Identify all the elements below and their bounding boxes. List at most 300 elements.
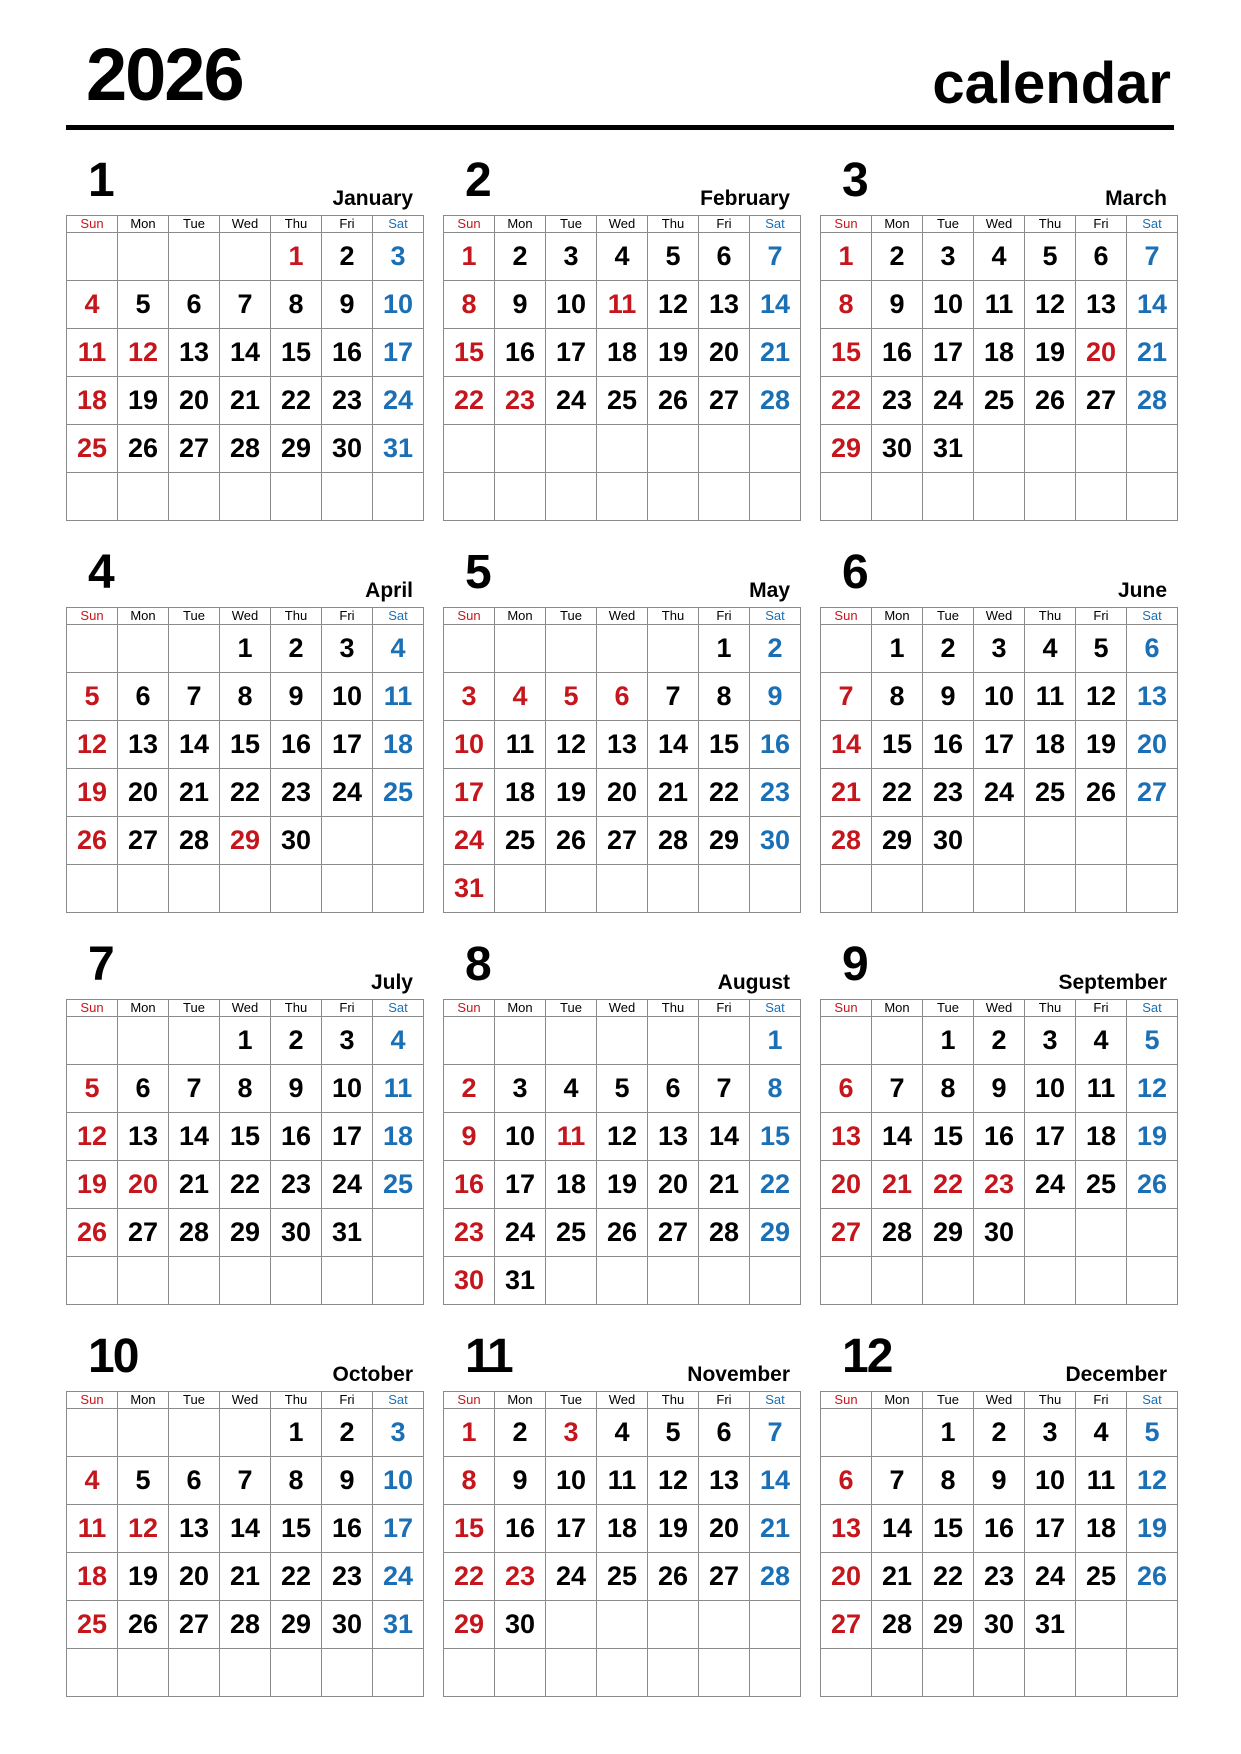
weekday-tue: Tue xyxy=(546,608,597,625)
day-cell: 14 xyxy=(648,721,699,769)
day-cell: 24 xyxy=(444,817,495,865)
day-cell: 10 xyxy=(322,673,373,721)
weekday-tue: Tue xyxy=(546,216,597,233)
day-cell: 17 xyxy=(495,1161,546,1209)
day-cell: 6 xyxy=(821,1457,872,1505)
empty-cell xyxy=(322,817,373,865)
day-cell: 29 xyxy=(923,1209,974,1257)
day-cell: 9 xyxy=(271,1065,322,1113)
empty-cell xyxy=(67,1017,118,1065)
day-cell: 23 xyxy=(495,1553,546,1601)
week-row xyxy=(67,1505,424,1553)
day-cell: 23 xyxy=(444,1209,495,1257)
day-cell: 1 xyxy=(923,1017,974,1065)
empty-cell xyxy=(750,865,801,913)
day-cell: 26 xyxy=(597,1209,648,1257)
week-row xyxy=(821,377,1178,425)
month-name: April xyxy=(365,579,413,602)
day-cell: 4 xyxy=(597,233,648,281)
day-cell: 29 xyxy=(271,425,322,473)
day-cell: 3 xyxy=(546,1409,597,1457)
day-cell: 14 xyxy=(699,1113,750,1161)
day-cell: 2 xyxy=(974,1409,1025,1457)
empty-cell xyxy=(495,1017,546,1065)
weekday-mon: Mon xyxy=(872,1392,923,1409)
weekday-sun: Sun xyxy=(67,216,118,233)
day-cell: 13 xyxy=(648,1113,699,1161)
empty-cell xyxy=(322,473,373,521)
month-grid xyxy=(443,607,801,913)
day-cell: 21 xyxy=(169,1161,220,1209)
day-cell: 3 xyxy=(373,1409,424,1457)
day-cell: 19 xyxy=(648,329,699,377)
empty-cell xyxy=(1076,425,1127,473)
day-cell: 24 xyxy=(495,1209,546,1257)
weekday-thu: Thu xyxy=(271,1392,322,1409)
day-cell: 21 xyxy=(750,329,801,377)
day-cell: 10 xyxy=(1025,1065,1076,1113)
day-cell: 15 xyxy=(821,329,872,377)
week-row xyxy=(821,625,1178,673)
day-cell: 5 xyxy=(67,1065,118,1113)
empty-cell xyxy=(923,1649,974,1697)
weekday-header-row xyxy=(821,216,1178,233)
calendar-label: calendar xyxy=(932,51,1171,116)
day-cell: 11 xyxy=(1025,673,1076,721)
empty-cell xyxy=(373,473,424,521)
day-cell: 19 xyxy=(597,1161,648,1209)
day-cell: 8 xyxy=(220,1065,271,1113)
empty-cell xyxy=(67,625,118,673)
day-cell: 8 xyxy=(271,281,322,329)
day-cell: 16 xyxy=(444,1161,495,1209)
day-cell: 1 xyxy=(923,1409,974,1457)
weekday-tue: Tue xyxy=(169,608,220,625)
weekday-sat: Sat xyxy=(1127,1000,1178,1017)
day-cell: 21 xyxy=(220,1553,271,1601)
day-cell: 5 xyxy=(648,1409,699,1457)
day-cell: 8 xyxy=(923,1065,974,1113)
day-cell: 16 xyxy=(923,721,974,769)
empty-cell xyxy=(67,1409,118,1457)
day-cell: 29 xyxy=(220,1209,271,1257)
day-cell: 13 xyxy=(1076,281,1127,329)
month-name: December xyxy=(1065,1363,1167,1386)
weekday-sun: Sun xyxy=(821,1392,872,1409)
empty-cell xyxy=(322,1649,373,1697)
week-row xyxy=(821,865,1178,913)
weekday-header-row xyxy=(821,1000,1178,1017)
day-cell: 4 xyxy=(1025,625,1076,673)
month-grid xyxy=(820,215,1178,521)
day-cell: 1 xyxy=(271,233,322,281)
day-cell: 21 xyxy=(821,769,872,817)
empty-cell xyxy=(1127,425,1178,473)
weekday-mon: Mon xyxy=(495,608,546,625)
day-cell: 2 xyxy=(322,1409,373,1457)
weekday-wed: Wed xyxy=(597,216,648,233)
day-cell: 9 xyxy=(444,1113,495,1161)
weekday-fri: Fri xyxy=(1076,608,1127,625)
day-cell: 11 xyxy=(1076,1457,1127,1505)
weekday-wed: Wed xyxy=(220,216,271,233)
day-cell: 12 xyxy=(546,721,597,769)
day-cell: 14 xyxy=(169,721,220,769)
empty-cell xyxy=(118,1257,169,1305)
day-cell: 8 xyxy=(271,1457,322,1505)
day-cell: 30 xyxy=(495,1601,546,1649)
empty-cell xyxy=(750,1601,801,1649)
day-cell: 20 xyxy=(1127,721,1178,769)
empty-cell xyxy=(1076,473,1127,521)
empty-cell xyxy=(67,233,118,281)
day-cell: 25 xyxy=(1076,1161,1127,1209)
week-row xyxy=(444,425,801,473)
month-number: 1 xyxy=(88,154,113,207)
day-cell: 17 xyxy=(322,1113,373,1161)
weekday-sat: Sat xyxy=(750,608,801,625)
day-cell: 16 xyxy=(271,721,322,769)
day-cell: 21 xyxy=(750,1505,801,1553)
day-cell: 13 xyxy=(118,721,169,769)
day-cell: 12 xyxy=(597,1113,648,1161)
empty-cell xyxy=(974,473,1025,521)
week-row xyxy=(444,473,801,521)
day-cell: 17 xyxy=(1025,1113,1076,1161)
day-cell: 17 xyxy=(923,329,974,377)
weekday-mon: Mon xyxy=(118,216,169,233)
day-cell: 26 xyxy=(118,425,169,473)
day-cell: 30 xyxy=(974,1209,1025,1257)
day-cell: 19 xyxy=(1127,1505,1178,1553)
day-cell: 3 xyxy=(444,673,495,721)
weekday-wed: Wed xyxy=(220,1000,271,1017)
week-row xyxy=(67,1017,424,1065)
day-cell: 13 xyxy=(821,1505,872,1553)
day-cell: 24 xyxy=(373,377,424,425)
day-cell: 19 xyxy=(118,1553,169,1601)
day-cell: 22 xyxy=(271,377,322,425)
empty-cell xyxy=(1076,1209,1127,1257)
week-row xyxy=(444,865,801,913)
week-row xyxy=(67,1601,424,1649)
week-row xyxy=(444,1065,801,1113)
empty-cell xyxy=(1127,1601,1178,1649)
day-cell: 9 xyxy=(322,281,373,329)
day-cell: 10 xyxy=(923,281,974,329)
week-row xyxy=(444,329,801,377)
day-cell: 16 xyxy=(974,1505,1025,1553)
day-cell: 13 xyxy=(169,329,220,377)
week-row xyxy=(821,1505,1178,1553)
day-cell: 20 xyxy=(118,1161,169,1209)
day-cell: 6 xyxy=(1076,233,1127,281)
day-cell: 19 xyxy=(1025,329,1076,377)
empty-cell xyxy=(271,1649,322,1697)
empty-cell xyxy=(648,1601,699,1649)
day-cell: 7 xyxy=(821,673,872,721)
day-cell: 22 xyxy=(872,769,923,817)
week-row xyxy=(821,473,1178,521)
day-cell: 20 xyxy=(169,377,220,425)
day-cell: 9 xyxy=(872,281,923,329)
empty-cell xyxy=(169,473,220,521)
day-cell: 18 xyxy=(67,377,118,425)
day-cell: 13 xyxy=(699,281,750,329)
day-cell: 2 xyxy=(322,233,373,281)
empty-cell xyxy=(974,1649,1025,1697)
day-cell: 15 xyxy=(923,1505,974,1553)
empty-cell xyxy=(169,625,220,673)
day-cell: 31 xyxy=(495,1257,546,1305)
day-cell: 24 xyxy=(923,377,974,425)
day-cell: 23 xyxy=(271,769,322,817)
weekday-thu: Thu xyxy=(648,608,699,625)
month-grid xyxy=(820,1391,1178,1697)
day-cell: 18 xyxy=(495,769,546,817)
weekday-mon: Mon xyxy=(872,216,923,233)
empty-cell xyxy=(1025,1257,1076,1305)
day-cell: 24 xyxy=(974,769,1025,817)
day-cell: 9 xyxy=(750,673,801,721)
day-cell: 24 xyxy=(322,1161,373,1209)
day-cell: 4 xyxy=(546,1065,597,1113)
day-cell: 4 xyxy=(67,1457,118,1505)
day-cell: 20 xyxy=(821,1553,872,1601)
weekday-tue: Tue xyxy=(923,608,974,625)
day-cell: 14 xyxy=(750,281,801,329)
day-cell: 12 xyxy=(118,329,169,377)
empty-cell xyxy=(648,1257,699,1305)
day-cell: 23 xyxy=(322,1553,373,1601)
empty-cell xyxy=(444,473,495,521)
empty-cell xyxy=(872,1017,923,1065)
day-cell: 16 xyxy=(322,1505,373,1553)
day-cell: 18 xyxy=(373,1113,424,1161)
empty-cell xyxy=(1127,473,1178,521)
week-row xyxy=(821,1161,1178,1209)
weekday-sun: Sun xyxy=(67,1392,118,1409)
day-cell: 26 xyxy=(648,1553,699,1601)
day-cell: 26 xyxy=(1076,769,1127,817)
empty-cell xyxy=(923,1257,974,1305)
day-cell: 21 xyxy=(220,377,271,425)
month-name: October xyxy=(332,1363,413,1386)
year-title: 2026 xyxy=(86,33,243,116)
empty-cell xyxy=(872,1257,923,1305)
week-row xyxy=(67,377,424,425)
day-cell: 1 xyxy=(699,625,750,673)
weekday-wed: Wed xyxy=(974,1392,1025,1409)
empty-cell xyxy=(546,1649,597,1697)
day-cell: 27 xyxy=(169,425,220,473)
weekday-thu: Thu xyxy=(1025,1392,1076,1409)
empty-cell xyxy=(648,1017,699,1065)
day-cell: 31 xyxy=(923,425,974,473)
day-cell: 5 xyxy=(1076,625,1127,673)
day-cell: 4 xyxy=(495,673,546,721)
day-cell: 29 xyxy=(872,817,923,865)
day-cell: 5 xyxy=(597,1065,648,1113)
weekday-header-row xyxy=(821,1392,1178,1409)
weekday-fri: Fri xyxy=(322,1392,373,1409)
month-number: 9 xyxy=(842,938,867,991)
empty-cell xyxy=(821,1649,872,1697)
empty-cell xyxy=(648,1649,699,1697)
day-cell: 26 xyxy=(1025,377,1076,425)
weekday-mon: Mon xyxy=(118,1392,169,1409)
empty-cell xyxy=(373,1257,424,1305)
day-cell: 9 xyxy=(495,281,546,329)
empty-cell xyxy=(974,817,1025,865)
empty-cell xyxy=(118,1649,169,1697)
day-cell: 22 xyxy=(923,1553,974,1601)
day-cell: 7 xyxy=(220,1457,271,1505)
empty-cell xyxy=(821,473,872,521)
day-cell: 7 xyxy=(699,1065,750,1113)
day-cell: 30 xyxy=(322,425,373,473)
empty-cell xyxy=(699,473,750,521)
week-row xyxy=(821,721,1178,769)
empty-cell xyxy=(220,473,271,521)
day-cell: 4 xyxy=(373,625,424,673)
day-cell: 31 xyxy=(373,1601,424,1649)
empty-cell xyxy=(373,1209,424,1257)
day-cell: 7 xyxy=(1127,233,1178,281)
empty-cell xyxy=(322,865,373,913)
empty-cell xyxy=(118,865,169,913)
empty-cell xyxy=(495,865,546,913)
month-number: 7 xyxy=(88,938,113,991)
day-cell: 6 xyxy=(699,233,750,281)
day-cell: 6 xyxy=(597,673,648,721)
empty-cell xyxy=(271,473,322,521)
day-cell: 16 xyxy=(495,329,546,377)
day-cell: 11 xyxy=(67,329,118,377)
day-cell: 30 xyxy=(872,425,923,473)
day-cell: 23 xyxy=(750,769,801,817)
weekday-sat: Sat xyxy=(750,1392,801,1409)
day-cell: 25 xyxy=(373,1161,424,1209)
day-cell: 28 xyxy=(872,1601,923,1649)
day-cell: 26 xyxy=(118,1601,169,1649)
day-cell: 11 xyxy=(597,281,648,329)
day-cell: 8 xyxy=(220,673,271,721)
week-row xyxy=(67,1553,424,1601)
day-cell: 11 xyxy=(373,673,424,721)
day-cell: 3 xyxy=(495,1065,546,1113)
day-cell: 25 xyxy=(1025,769,1076,817)
month-name: February xyxy=(700,187,790,210)
day-cell: 14 xyxy=(872,1113,923,1161)
weekday-wed: Wed xyxy=(974,608,1025,625)
day-cell: 29 xyxy=(699,817,750,865)
day-cell: 4 xyxy=(1076,1017,1127,1065)
weekday-sun: Sun xyxy=(821,608,872,625)
day-cell: 2 xyxy=(974,1017,1025,1065)
day-cell: 27 xyxy=(1127,769,1178,817)
day-cell: 13 xyxy=(699,1457,750,1505)
day-cell: 3 xyxy=(322,625,373,673)
weekday-sun: Sun xyxy=(444,1000,495,1017)
day-cell: 22 xyxy=(220,769,271,817)
day-cell: 3 xyxy=(1025,1017,1076,1065)
weekday-mon: Mon xyxy=(495,1000,546,1017)
weekday-header-row xyxy=(444,608,801,625)
day-cell: 16 xyxy=(322,329,373,377)
day-cell: 24 xyxy=(322,769,373,817)
week-row xyxy=(444,377,801,425)
day-cell: 6 xyxy=(118,1065,169,1113)
empty-cell xyxy=(271,865,322,913)
day-cell: 13 xyxy=(169,1505,220,1553)
empty-cell xyxy=(872,1649,923,1697)
day-cell: 5 xyxy=(118,281,169,329)
day-cell: 23 xyxy=(322,377,373,425)
week-row xyxy=(821,817,1178,865)
day-cell: 25 xyxy=(67,425,118,473)
week-row xyxy=(67,1113,424,1161)
week-row xyxy=(67,1409,424,1457)
day-cell: 6 xyxy=(169,281,220,329)
day-cell: 7 xyxy=(750,233,801,281)
day-cell: 28 xyxy=(1127,377,1178,425)
day-cell: 31 xyxy=(322,1209,373,1257)
weekday-thu: Thu xyxy=(271,216,322,233)
day-cell: 28 xyxy=(821,817,872,865)
week-row xyxy=(821,769,1178,817)
empty-cell xyxy=(699,425,750,473)
day-cell: 19 xyxy=(67,769,118,817)
day-cell: 19 xyxy=(648,1505,699,1553)
week-row xyxy=(67,721,424,769)
day-cell: 6 xyxy=(118,673,169,721)
day-cell: 25 xyxy=(597,377,648,425)
weekday-thu: Thu xyxy=(648,216,699,233)
empty-cell xyxy=(821,1409,872,1457)
empty-cell xyxy=(546,473,597,521)
week-row xyxy=(67,673,424,721)
day-cell: 7 xyxy=(220,281,271,329)
empty-cell xyxy=(1127,1649,1178,1697)
weekday-tue: Tue xyxy=(923,216,974,233)
empty-cell xyxy=(597,1257,648,1305)
empty-cell xyxy=(597,865,648,913)
empty-cell xyxy=(271,1257,322,1305)
empty-cell xyxy=(67,1257,118,1305)
month-grid xyxy=(820,607,1178,913)
week-row xyxy=(444,1209,801,1257)
day-cell: 25 xyxy=(67,1601,118,1649)
day-cell: 1 xyxy=(872,625,923,673)
day-cell: 11 xyxy=(67,1505,118,1553)
empty-cell xyxy=(169,865,220,913)
day-cell: 18 xyxy=(974,329,1025,377)
weekday-fri: Fri xyxy=(699,1392,750,1409)
week-row xyxy=(821,1113,1178,1161)
day-cell: 27 xyxy=(699,1553,750,1601)
day-cell: 28 xyxy=(648,817,699,865)
day-cell: 8 xyxy=(444,1457,495,1505)
day-cell: 2 xyxy=(495,1409,546,1457)
weekday-fri: Fri xyxy=(699,608,750,625)
day-cell: 14 xyxy=(220,329,271,377)
month-name: June xyxy=(1117,579,1167,602)
day-cell: 24 xyxy=(1025,1553,1076,1601)
day-cell: 16 xyxy=(495,1505,546,1553)
day-cell: 11 xyxy=(546,1113,597,1161)
day-cell: 5 xyxy=(67,673,118,721)
